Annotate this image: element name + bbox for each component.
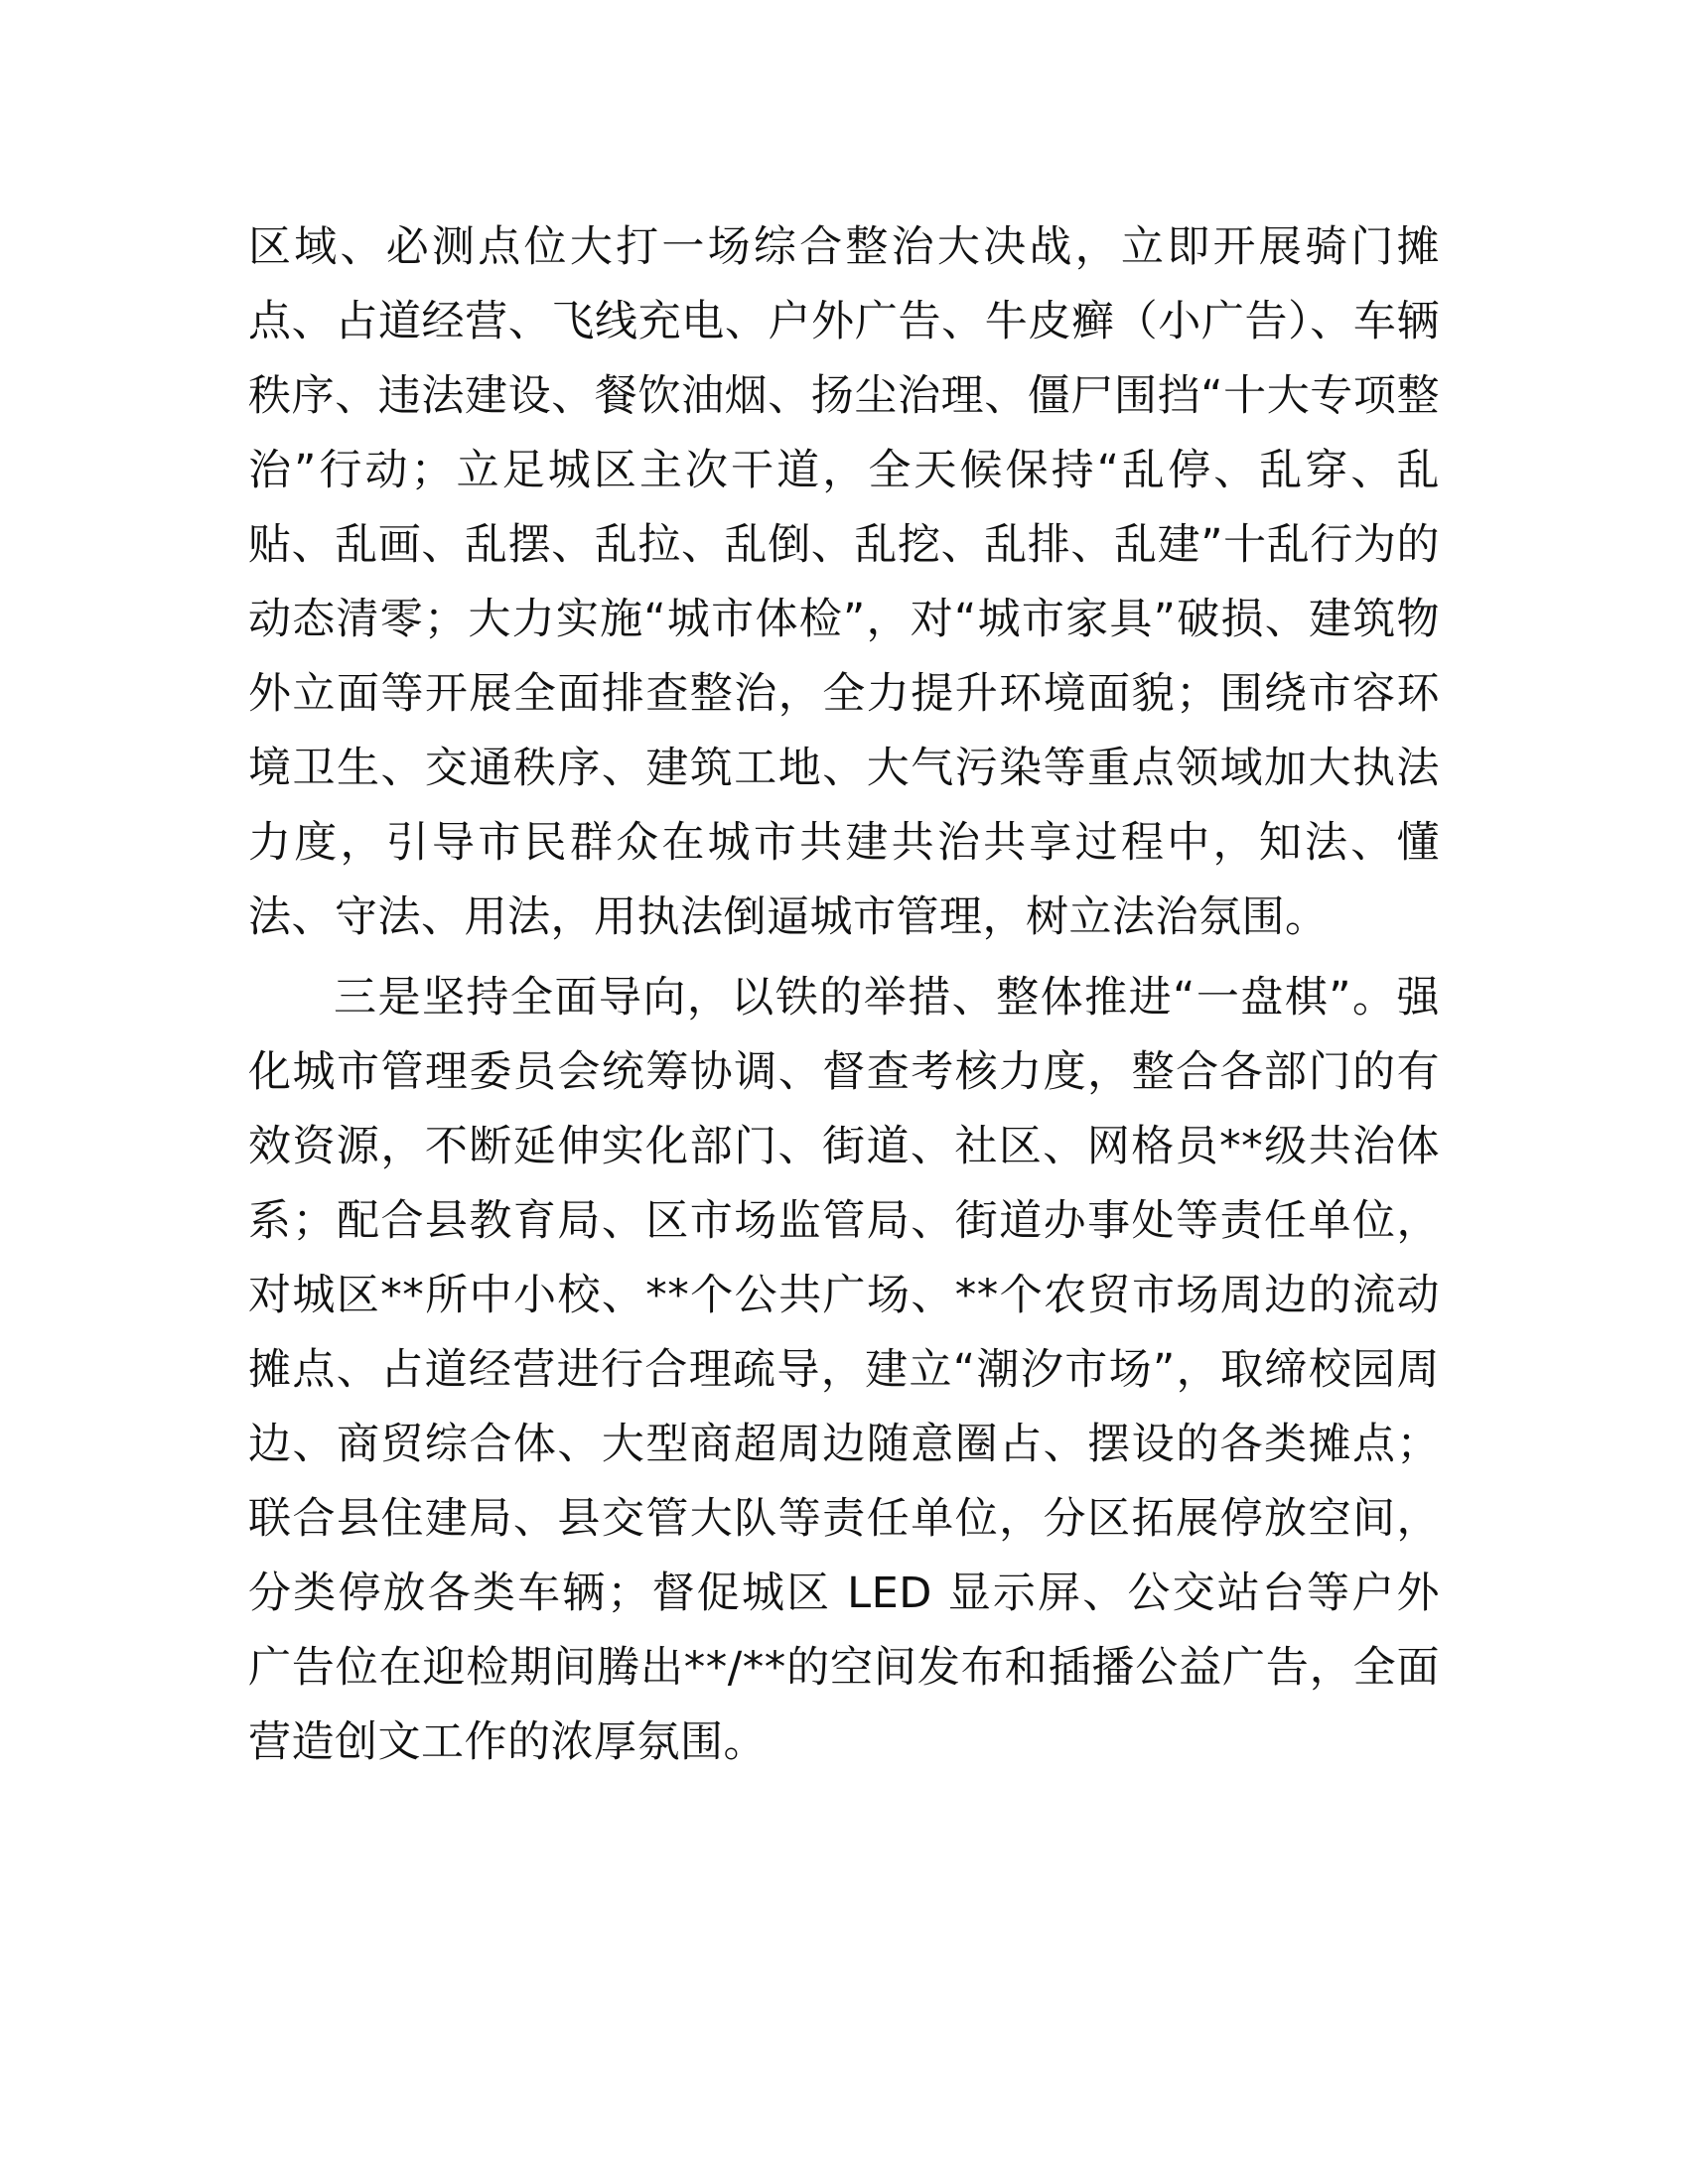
paragraph-section-three: 三是坚持全面导向，以铁的举措、整体推进“一盘棋”。强化城市管理委员会统筹协调、督查考核力度，整合各部门的有效资源，不断延伸实化部门、街道、社区、网格员**级共治体系；配合县教育局、区市场监管局、街道办事处等责任单位，对城区**所中小校、**个公共广场、**个农贸市场周边的流动摊点、占道经营进行合理疏导，建立“潮汐市场”，取缔校园周边、商贸综合体、大型商超周边随意圈占、摆设的各类摊点；联合县住建局、县交管大队等责任单位，分区拓展停放空间，分类停放各类车辆；督促城区 LED 显示屏、公交站台等户外广告位在迎检期间腾出**/**的空间发布和插播公益广告，全面营造创文工作的浓厚氛围。 (248, 973, 1440, 1767)
paragraph-continued: 区域、必测点位大打一场综合整治大决战，立即开展骑门摊点、占道经营、飞线充电、户外广告、牛皮癣（小广告）、车辆秩序、违法建设、餐饮油烟、扬尘治理、僵尸围挡“十大专项整治”行动；立足城区主次干道，全天候保持“乱停、乱穿、乱贴、乱画、乱摆、乱拉、乱倒、乱挖、乱排、乱建”十乱行为的动态清零；大力实施“城市体检”，对“城市家具”破损、建筑物外立面等开展全面排查整治，全力提升环境面貌；围绕市容环境卫生、交通秩序、建筑工地、大气污染等重点领域加大执法力度，引导市民群众在城市共建共治共享过程中，知法、懂法、守法、用法，用执法倒逼城市管理，树立法治氛围。 (248, 222, 1440, 942)
document-body (248, 210, 1440, 1780)
